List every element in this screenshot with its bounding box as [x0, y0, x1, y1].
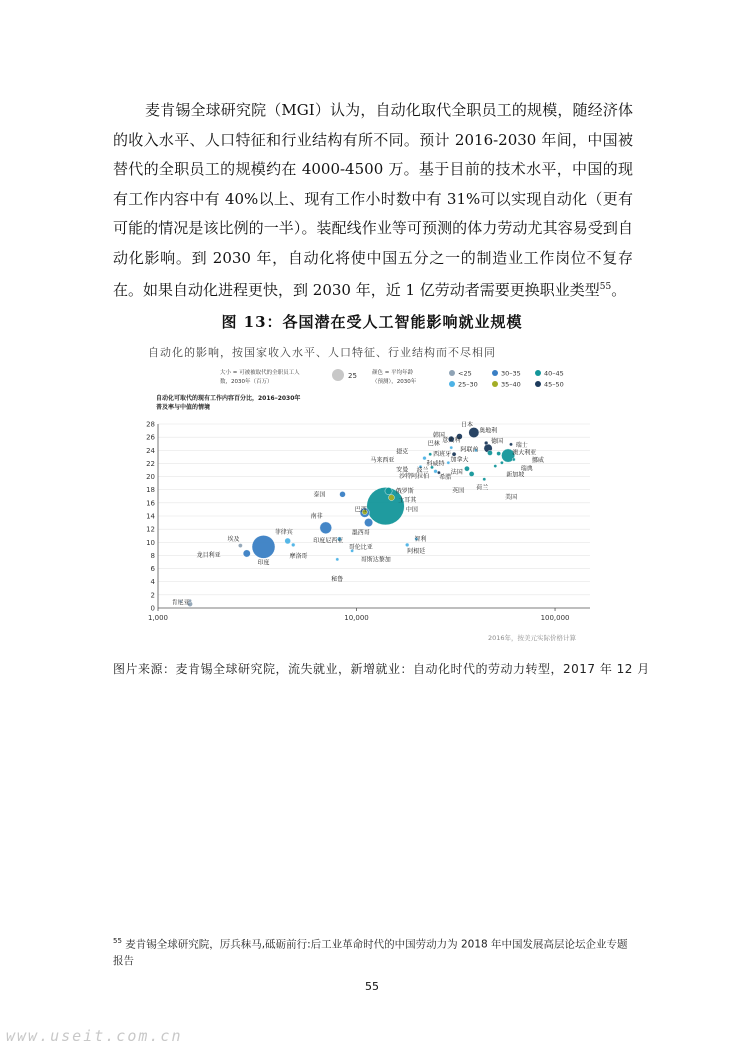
data-label: 南非	[310, 513, 323, 520]
data-label: 波兰	[416, 467, 429, 474]
data-label: 龙目利亚	[196, 551, 221, 559]
bubble	[469, 427, 479, 437]
data-label: 捷克	[396, 448, 409, 456]
legend-color-swatch	[449, 370, 455, 376]
data-label: 希腊	[439, 474, 452, 482]
y-tick-label: 2	[150, 591, 155, 600]
y-tick-label: 14	[146, 512, 155, 521]
data-label: 俄罗斯	[395, 488, 414, 496]
data-label: 哥斯达黎加	[360, 556, 391, 564]
bubble	[497, 451, 501, 455]
data-label: 奥地利	[479, 427, 498, 435]
bubble	[252, 535, 275, 558]
data-label: 科威特	[426, 460, 445, 468]
legend-color-label: 30–35	[501, 369, 521, 378]
bubble	[447, 461, 450, 464]
data-label: 阿根廷	[407, 547, 426, 555]
legend-color-label: 35–40	[501, 380, 521, 389]
data-label: 英国	[452, 487, 465, 495]
bubble	[464, 466, 469, 471]
data-label: 新加坡	[506, 471, 525, 479]
y-axis-label: 自动化可取代的现有工作内容百分比，2016–2030年	[156, 395, 301, 402]
y-tick-label: 8	[150, 551, 155, 560]
bubble	[500, 461, 503, 464]
legend-size-bubble	[332, 369, 344, 381]
y-tick-label: 22	[146, 459, 155, 468]
footnote	[113, 933, 633, 969]
x-tick-label: 1,000	[147, 614, 169, 622]
y-tick-label: 6	[150, 565, 155, 574]
x-tick-label: 100,000	[540, 614, 570, 622]
data-label: 巴林	[427, 440, 440, 448]
bubble	[291, 543, 295, 547]
y-tick-label: 28	[146, 420, 155, 429]
legend-color-swatch	[492, 370, 498, 376]
legend-color-label: <25	[458, 369, 472, 378]
data-label: 秘鲁	[331, 576, 344, 584]
footnote-number: 55	[113, 937, 122, 945]
y-tick-label: 0	[150, 604, 155, 613]
legend-color-label: 25–30	[458, 380, 478, 389]
legend-color-swatch	[535, 381, 541, 387]
y-tick-label: 12	[146, 525, 155, 534]
data-label: 西班牙	[433, 451, 452, 459]
bubble	[364, 518, 372, 526]
bubble-chart	[140, 362, 600, 652]
data-label: 印度尼西亚	[313, 537, 344, 545]
legend-size-title: 大小 = 可被被取代的全职员工人	[220, 370, 300, 376]
legend-color-swatch	[449, 381, 455, 387]
page-number: 55	[365, 980, 379, 993]
bubble	[385, 487, 392, 494]
y-tick-label: 18	[146, 486, 155, 495]
legend-size-title-line2: 数，2030年（百万）	[220, 379, 273, 385]
bubble	[336, 558, 339, 561]
bubble	[405, 543, 409, 547]
bubble	[429, 453, 432, 456]
y-axis-label-line2: 普及率与中值的情境	[156, 404, 211, 411]
data-label: 巴西	[354, 506, 367, 514]
bubble	[238, 543, 242, 547]
data-label: 安曼	[396, 466, 409, 474]
data-label: 瑞士	[515, 442, 528, 450]
data-label: 马来西亚	[370, 457, 395, 465]
bubble	[494, 464, 497, 467]
paragraph-tail: 。	[611, 281, 627, 299]
body-paragraph	[113, 96, 633, 306]
paragraph-text: 麦肯锡全球研究院（MGI）认为，自动化取代全职员工的规模，随经济体的收入水平、人口特征和行业结构有所不同。预计 2016-2030 年间，中国被替代的全职员工的规模约在 4000-4500 万。基于目前的技术水平，中国的现有工作内容中有 40%以上、现有工作小时数中有 31%可以实现自动化（更有可能的情况是该比例的一半）。装配线作业等可预测的体力劳动尤其容易受到自动化影响。到 2030 年，自动化将使中国五分之一的制造业工作岗位不复存在。如果自动化进程更快，到 2030 年，近 1 亿劳动者需要更换职业类型	[113, 101, 633, 299]
data-label: 阿联酋	[460, 446, 479, 454]
bubble	[320, 522, 332, 534]
chart-legend	[220, 368, 564, 389]
legend-color-swatch	[492, 381, 498, 387]
figure-title: 图 13：各国潜在受人工智能影响就业规模	[221, 313, 523, 331]
data-label: 法国	[450, 468, 463, 476]
bubble	[243, 550, 250, 557]
data-label: 沙特阿拉伯	[399, 472, 430, 480]
y-tick-label: 24	[146, 446, 155, 455]
footnote-reference: 55	[599, 282, 612, 292]
bubble	[285, 538, 291, 544]
data-label: 德国	[490, 438, 503, 446]
figure-subtitle: 自动化的影响，按国家收入水平、人口特征、行业结构而不尽相同	[148, 346, 496, 359]
data-label: 荷兰	[476, 484, 489, 492]
data-label: 肯尼亚	[171, 599, 190, 607]
bubble	[340, 491, 346, 497]
bubble	[483, 478, 486, 481]
x-tick-label: 10,000	[344, 614, 369, 622]
x-axis-label: 2016年，按美元实际价格计算	[487, 634, 576, 642]
bubble	[389, 495, 395, 501]
bubble	[434, 469, 438, 473]
data-label: 加拿大	[450, 456, 469, 464]
data-label: 土耳其	[398, 497, 417, 505]
y-tick-label: 10	[146, 538, 155, 547]
data-label: 中国	[405, 506, 418, 514]
data-label: 瑞典	[520, 465, 533, 473]
data-label: 菲律宾	[274, 528, 293, 536]
legend-color-swatch	[535, 370, 541, 376]
data-label: 哥伦比亚	[348, 543, 373, 551]
footnote-text: 麦肯锡全球研究院，厉兵秣马,砥砺前行:后工业革命时代的中国劳动力为 2018 年中国发展高层论坛企业专题报告	[113, 938, 628, 967]
figure-caption: 图片来源：麦肯锡全球研究院，流失就业，新增就业：自动化时代的劳动力转型，2017 年 12 月	[113, 662, 650, 676]
data-label: 摩洛哥	[289, 553, 308, 561]
legend-color-title-line2: （预测），2030年	[372, 379, 417, 385]
legend-color-label: 45–50	[544, 380, 564, 389]
data-label: 埃及	[227, 536, 240, 543]
legend-size-value: 25	[348, 372, 357, 380]
legend-color-title: 颜色 = 平均年龄	[372, 370, 414, 376]
bubble	[469, 471, 474, 476]
data-label: 挪威	[531, 457, 544, 465]
data-label: 意大利	[442, 436, 461, 444]
y-tick-label: 26	[146, 433, 155, 442]
data-label: 日本	[460, 421, 473, 429]
data-label: 韩国	[432, 432, 445, 440]
bubble	[450, 446, 453, 449]
bubble	[487, 450, 492, 455]
bubble	[512, 458, 515, 461]
data-label: 智利	[414, 536, 427, 543]
data-label: 澳大利亚	[512, 449, 537, 457]
legend-color-label: 40–45	[544, 369, 564, 378]
data-label: 墨西哥	[351, 529, 370, 537]
y-tick-label: 20	[146, 473, 155, 482]
data-label: 泰国	[313, 491, 326, 499]
watermark: www.useit.com.cn	[6, 1027, 183, 1045]
data-label: 美国	[504, 493, 518, 501]
data-label: 印度	[257, 559, 270, 567]
y-tick-label: 16	[146, 499, 155, 508]
bubble	[509, 443, 512, 446]
bubble	[484, 441, 488, 445]
y-tick-label: 4	[150, 578, 155, 587]
